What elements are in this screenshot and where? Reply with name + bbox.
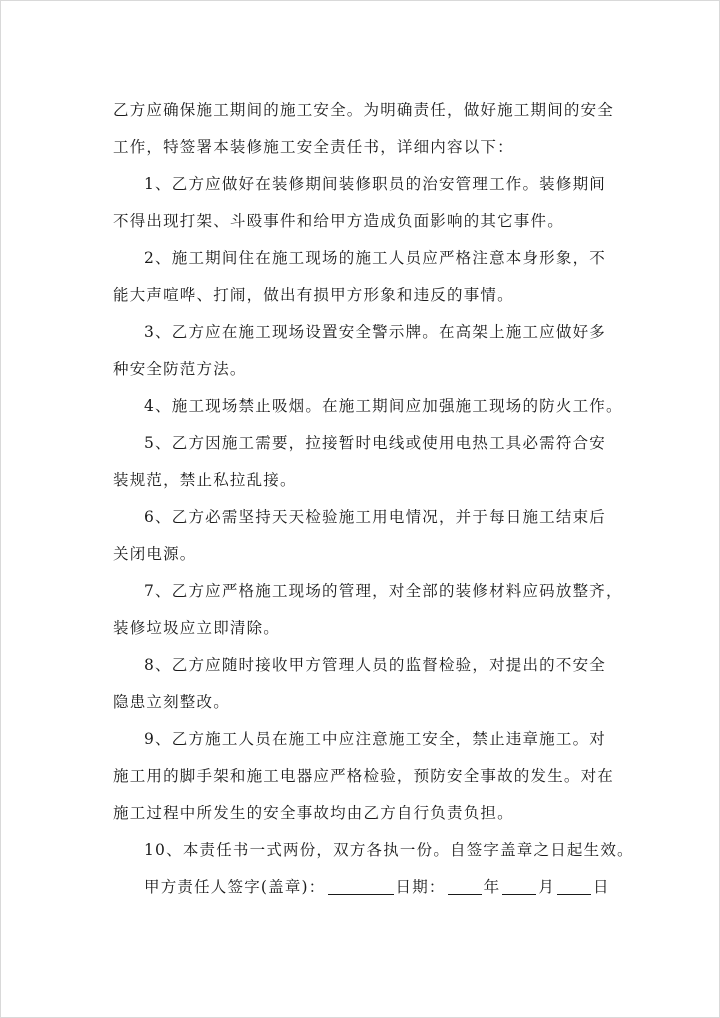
clause-line: 7、乙方应严格施工现场的管理，对全部的装修材料应码放整齐， bbox=[144, 582, 623, 600]
intro-line: 乙方应确保施工期间的施工安全。为明确责任，做好施工期间的安全 bbox=[113, 101, 615, 119]
month-blank[interactable] bbox=[502, 876, 536, 895]
signature-blank[interactable] bbox=[328, 876, 394, 895]
year-blank[interactable] bbox=[448, 876, 482, 895]
clause-8 bbox=[113, 647, 617, 721]
clause-line: 种安全防范方法。 bbox=[113, 360, 247, 378]
year-label: 年 bbox=[483, 878, 501, 896]
clause-line: 9、乙方施工人员在施工中应注意施工安全，禁止违章施工。对 bbox=[144, 730, 606, 748]
day-blank[interactable] bbox=[557, 876, 591, 895]
clause-7 bbox=[113, 573, 623, 647]
clause-line: 施工过程中所发生的安全事故均由乙方自行负责负担。 bbox=[113, 804, 514, 822]
clause-line: 6、乙方必需坚持天天检验施工用电情况，并于每日施工结束后 bbox=[144, 508, 606, 526]
signature-line bbox=[113, 869, 617, 906]
clause-line: 隐患立刻整改。 bbox=[113, 693, 230, 711]
signature-label: 甲方责任人签字(盖章)： bbox=[144, 878, 326, 896]
month-label: 月 bbox=[538, 878, 556, 896]
clause-9 bbox=[113, 721, 617, 832]
clause-line: 关闭电源。 bbox=[113, 545, 197, 563]
clause-line: 不得出现打架、斗殴事件和给甲方造成负面影响的其它事件。 bbox=[113, 212, 564, 230]
clause-line: 10、本责任书一式两份，双方各执一份。自签字盖章之日起生效。 bbox=[144, 841, 634, 859]
day-label: 日 bbox=[593, 878, 610, 896]
intro-line: 工作，特签署本装修施工安全责任书，详细内容以下： bbox=[113, 138, 514, 156]
intro-paragraph bbox=[113, 92, 617, 166]
clause-line: 装规范，禁止私拉乱接。 bbox=[113, 471, 297, 489]
clause-line: 4、施工现场禁止吸烟。在施工期间应加强施工现场的防火工作。 bbox=[144, 397, 623, 415]
clause-line: 2、施工期间住在施工现场的施工人员应严格注意本身形象，不 bbox=[144, 249, 606, 267]
clause-line: 施工用的脚手架和施工电器应严格检验，预防安全事故的发生。对在 bbox=[113, 767, 615, 785]
clause-2 bbox=[113, 240, 617, 314]
clause-line: 5、乙方因施工需要，拉接暂时电线或使用电热工具必需符合安 bbox=[144, 434, 606, 452]
clause-10 bbox=[113, 832, 634, 869]
clause-5 bbox=[113, 425, 617, 499]
date-label: 日期： bbox=[395, 878, 446, 896]
document-body bbox=[113, 92, 634, 906]
clause-line: 1、乙方应做好在装修期间装修职员的治安管理工作。装修期间 bbox=[144, 175, 606, 193]
clause-line: 3、乙方应在施工现场设置安全警示牌。在高架上施工应做好多 bbox=[144, 323, 606, 341]
clause-4 bbox=[113, 388, 623, 425]
clause-line: 8、乙方应随时接收甲方管理人员的监督检验，对提出的不安全 bbox=[144, 656, 606, 674]
clause-3 bbox=[113, 314, 617, 388]
clause-6 bbox=[113, 499, 617, 573]
clause-line: 能大声喧哗、打闹，做出有损甲方形象和违反的事情。 bbox=[113, 286, 514, 304]
clause-line: 装修垃圾应立即清除。 bbox=[113, 619, 281, 637]
clause-1 bbox=[113, 166, 617, 240]
